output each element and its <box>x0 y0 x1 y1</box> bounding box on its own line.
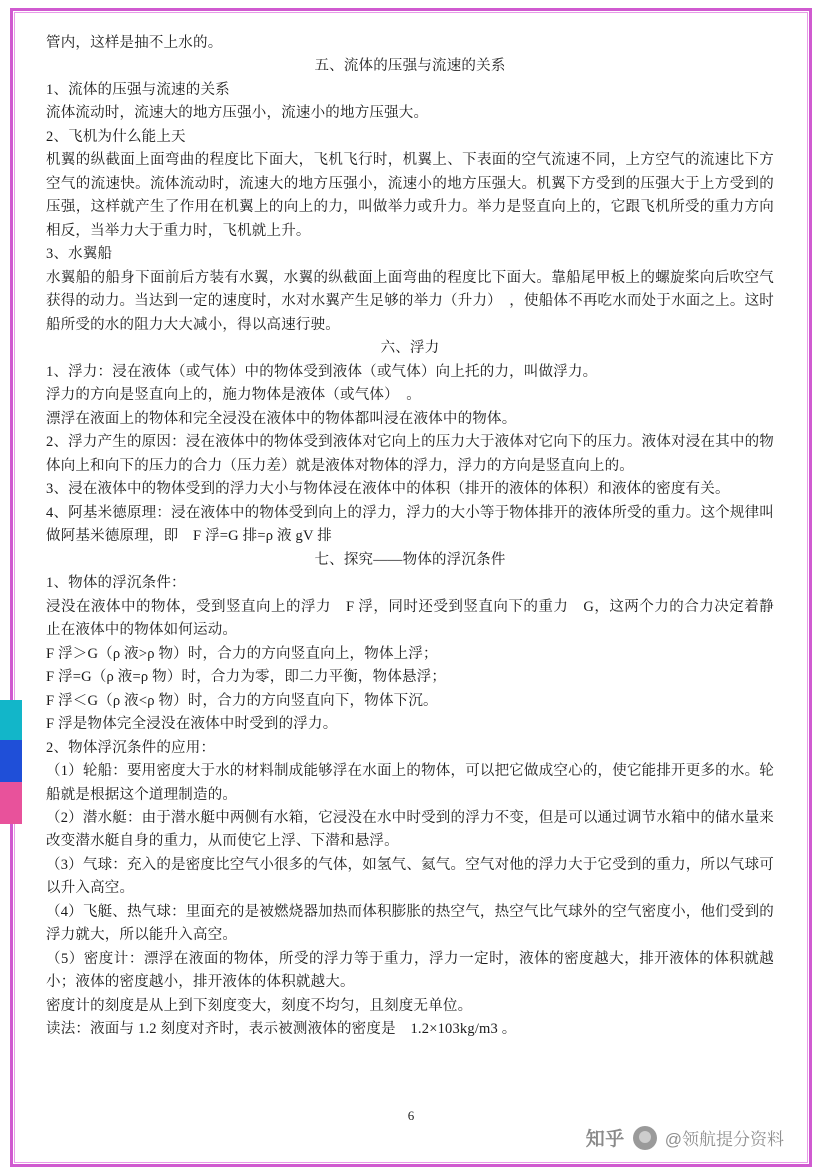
watermark <box>586 1124 784 1151</box>
paragraph: 流体流动时，流速大的地方压强小，流速小的地方压强大。 <box>46 105 429 122</box>
paragraph: 浮力的方向是竖直向上的，施力物体是液体（或气体） 。 <box>46 387 421 404</box>
paragraph: 漂浮在液面上的物体和完全浸没在液体中的物体都叫浸在液体中的物体。 <box>46 410 517 427</box>
paragraph: F 浮＞G（ρ 液>ρ 物）时，合力的方向竖直向上，物体上浮； <box>46 645 438 662</box>
paragraph: F 浮=G（ρ 液=ρ 物）时，合力为零，即二力平衡，物体悬浮； <box>46 669 447 686</box>
paragraph: 3、浸在液体中的物体受到的浮力大小与物体浸在液体中的体积（排开的液体的体积）和液体的密度有关。 <box>46 481 730 498</box>
paragraph: 读法：液面与 1.2 刻度对齐时，表示被测液体的密度是 1.2×103kg/m3 。 <box>46 1021 517 1038</box>
paragraph: （4）飞艇、热气球：里面充的是被燃烧器加热而体积膨胀的热空气，热空气比气球外的空气密度小，他们受到的浮力就大，所以能升入高空。 <box>46 903 774 944</box>
section-heading: 六、浮力 <box>380 340 440 357</box>
paragraph: 2、浮力产生的原因：浸在液体中的物体受到液体对它向上的压力大于液体对它向下的压力。液体对浸在其中的物体向上和向下的压力的合力（压力差）就是液体对物体的浮力，浮力的方向是竖直向上的。 <box>46 434 774 474</box>
document-body <box>46 32 774 1042</box>
avatar <box>633 1126 657 1150</box>
paragraph: （1）轮船：要用密度大于水的材料制成能够浮在水面上的物体，可以把它做成空心的，使它能排开更多的水。轮船就是根据这个道理制造的。 <box>46 763 774 803</box>
section-heading: 五、流体的压强与流速的关系 <box>314 58 506 75</box>
paragraph: 2、飞机为什么能上天 <box>46 128 186 145</box>
paragraph: 水翼船的船身下面前后方装有水翼，水翼的纵截面上面弯曲的程度比下面大。靠船尾甲板上的螺旋桨向后吹空气获得的动力。当达到一定的速度时，水对水翼产生足够的举力（升力） ，使船体不再吃水而处于水面之上。这时船所受的水的阻力大大减小，得以高速行驶。 <box>46 269 774 333</box>
paragraph: F 浮＜G（ρ 液<ρ 物）时，合力的方向竖直向下，物体下沉。 <box>46 692 438 709</box>
paragraph: 1、浮力：浸在液体（或气体）中的物体受到液体（或气体）向上托的力，叫做浮力。 <box>46 363 598 380</box>
paragraph: 3、水翼船 <box>46 246 113 263</box>
paragraph: F 浮是物体完全浸没在液体中时受到的浮力。 <box>46 716 338 733</box>
watermark-author: @领航提分资料 <box>664 1130 784 1149</box>
paragraph: （2）潜水艇：由于潜水艇中两侧有水箱，它浸没在水中时受到的浮力不变，但是可以通过调节水箱中的储水量来改变潜水艇自身的重力，从而使它上浮、下潜和悬浮。 <box>46 809 774 850</box>
paragraph: 密度计的刻度是从上到下刻度变大，刻度不均匀，且刻度无单位。 <box>46 997 473 1014</box>
paragraph: 2、物体浮沉条件的应用： <box>46 739 216 756</box>
ribbon-pink <box>0 782 22 824</box>
section-heading: 七、探究——物体的浮沉条件 <box>314 551 506 568</box>
paragraph: 浸没在液体中的物体，受到竖直向上的浮力 F 浮，同时还受到竖直向下的重力 G，这两个力的合力决定着静止在液体中的物体如何运动。 <box>46 598 774 639</box>
paragraph: （5）密度计：漂浮在液面的物体，所受的浮力等于重力，浮力一定时，液体的密度越大，排开液体的体积就越小；液体的密度越小，排开液体的体积就越大。 <box>46 950 774 991</box>
zhihu-logo: 知乎 <box>585 1129 625 1150</box>
paragraph: 机翼的纵截面上面弯曲的程度比下面大，飞机飞行时，机翼上、下表面的空气流速不同，上方空气的流速比下方空气的流速快。流体流动时，流速大的地方压强小，流速小的地方压强大。机翼下方受到的压强大于上方受到的压强，这样就产生了作用在机翼上的向上的力，叫做举力或升力。举力是竖直向上的，它跟飞机所受的重力方向相反，当举力大于重力时，飞机就上升。 <box>46 152 774 239</box>
page-number: 6 <box>407 1108 415 1123</box>
paragraph: 管内，这样是抽不上水的。 <box>46 35 223 51</box>
paragraph: 1、物体的浮沉条件： <box>46 575 186 592</box>
ribbon-cyan <box>0 700 22 740</box>
paragraph: 1、流体的压强与流速的关系 <box>46 81 230 98</box>
paragraph: （3）气球：充入的是密度比空气小很多的气体，如氢气、氦气。空气对他的浮力大于它受到的重力，所以气球可以升入高空。 <box>46 856 774 897</box>
paragraph: 4、阿基米德原理：浸在液体中的物体受到向上的浮力，浮力的大小等于物体排开的液体所受的重力。这个规律叫做阿基米德原理，即 F 浮=G 排=ρ 液 gV 排 <box>46 504 774 545</box>
ribbon-blue <box>0 740 22 782</box>
